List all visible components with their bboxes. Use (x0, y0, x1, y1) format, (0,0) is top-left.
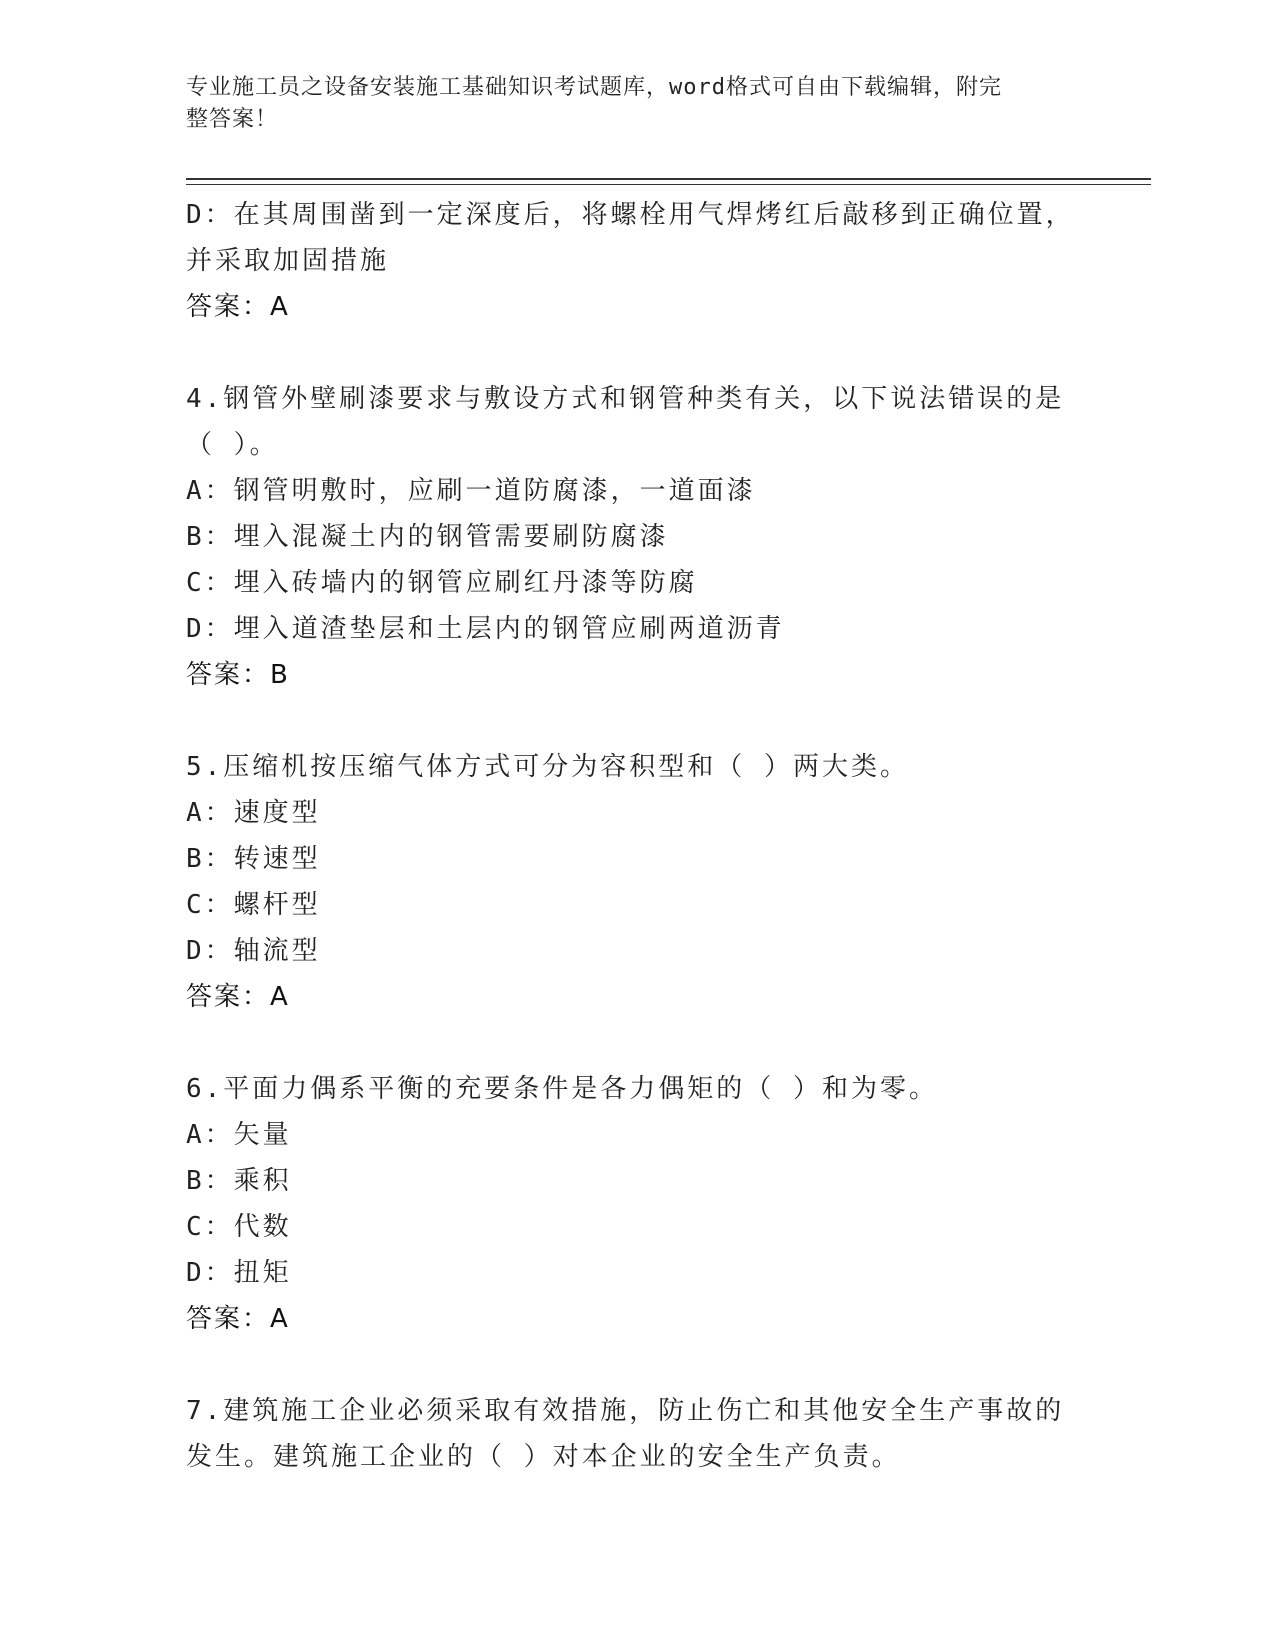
question-list (186, 192, 1086, 1480)
header-line-2: 整答案！ (186, 107, 279, 132)
question-3-tail (186, 192, 1086, 330)
question-stem: 5.压缩机按压缩气体方式可分为容积型和（ ）两大类。 (186, 752, 909, 782)
option-d: D：扭矩 (186, 1258, 292, 1288)
document-header (186, 72, 1066, 136)
option-c: C：代数 (186, 1212, 292, 1242)
option-b: B：埋入混凝土内的钢管需要刷防腐漆 (186, 522, 669, 552)
option-a: A：矢量 (186, 1120, 292, 1150)
option-c: C：埋入砖墙内的钢管应刷红丹漆等防腐 (186, 568, 698, 598)
question-stem-continued: 发生。建筑施工企业的（ ）对本企业的安全生产负责。 (186, 1442, 901, 1472)
header-line-1: 专业施工员之设备安装施工基础知识考试题库，word格式可自由下载编辑，附完 (186, 75, 1002, 100)
option-d: D：在其周围凿到一定深度后，将螺栓用气焊烤红后敲移到正确位置， (186, 200, 1075, 230)
option-d: D：轴流型 (186, 936, 321, 966)
question-stem: 6.平面力偶系平衡的充要条件是各力偶矩的（ ）和为零。 (186, 1074, 938, 1104)
question-6 (186, 1066, 1086, 1342)
option-d-continued: 并采取加固措施 (186, 246, 390, 276)
option-a: A：钢管明敷时，应刷一道防腐漆，一道面漆 (186, 476, 756, 506)
answer-label: 答案：A (186, 982, 290, 1012)
question-7 (186, 1388, 1086, 1480)
question-stem-continued: （ ）。 (186, 430, 279, 460)
answer-label: 答案：B (186, 660, 290, 690)
option-b: B：转速型 (186, 844, 321, 874)
question-5 (186, 744, 1086, 1020)
answer-label: 答案：A (186, 1304, 290, 1334)
question-stem: 7.建筑施工企业必须采取有效措施，防止伤亡和其他安全生产事故的 (186, 1396, 1065, 1426)
answer-label: 答案：A (186, 292, 290, 322)
option-d: D：埋入道渣垫层和土层内的钢管应刷两道沥青 (186, 614, 785, 644)
header-divider-thin (186, 184, 1151, 185)
option-c: C：螺杆型 (186, 890, 321, 920)
question-4 (186, 376, 1086, 698)
option-a: A：速度型 (186, 798, 321, 828)
question-stem: 4.钢管外壁刷漆要求与敷设方式和钢管种类有关，以下说法错误的是 (186, 384, 1065, 414)
header-divider-thick (186, 178, 1151, 180)
option-b: B：乘积 (186, 1166, 292, 1196)
